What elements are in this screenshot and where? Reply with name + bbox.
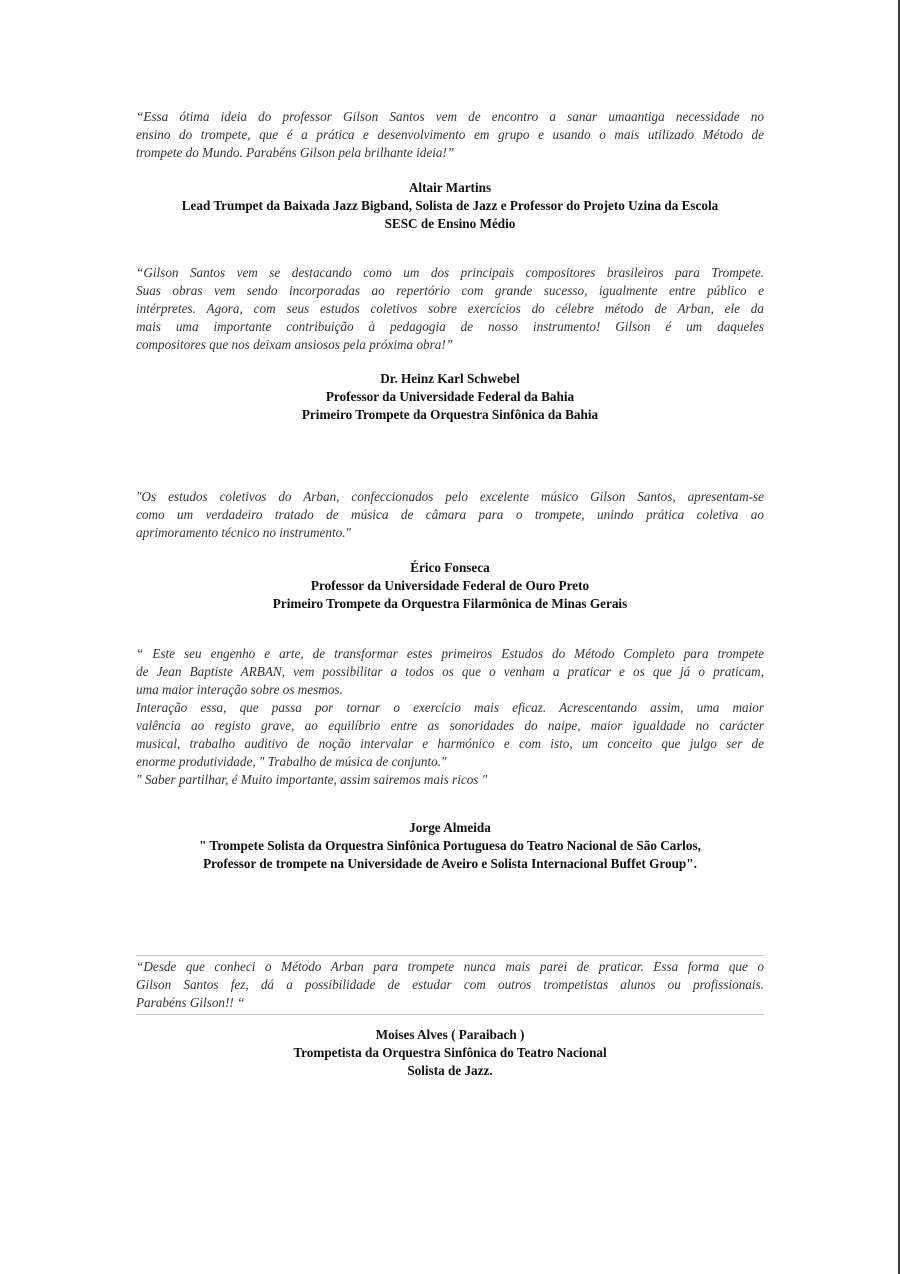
quote-line: intérpretes. Agora, com seus estudos coletivos sobre exercícios do célebre método de Arban, ele da	[136, 301, 764, 316]
quote-line: Gilson Santos fez, dá a possibilidade de estudar com outros trompetistas alunos ou profissionais.	[136, 977, 764, 992]
quote-line: ensino do trompete, que é a prática e desenvolvimento em grupo e usando o mais utilizado Método de	[136, 127, 764, 142]
quote-line: “Essa ótima ideia do professor Gilson Santos vem de encontro a sanar umaantiga necessidade no	[136, 109, 764, 124]
author-name: Dr. Heinz Karl Schwebel	[380, 371, 520, 386]
author-role: Primeiro Trompete da Orquestra Filarmônica de Minas Gerais	[272, 596, 628, 611]
quote-line: uma maior interação sobre os mesmos.	[136, 682, 343, 697]
author-name: Érico Fonseca	[410, 560, 490, 575]
author-block	[136, 559, 764, 613]
testimonial-quote	[136, 488, 764, 542]
testimonial-altair-martins	[136, 108, 764, 162]
author-block	[136, 1026, 764, 1080]
quote-line: “Desde que conheci o Método Arban para trompete nunca mais parei de praticar. Essa forma que o	[136, 959, 764, 974]
quote-line: "Os estudos coletivos do Arban, confeccionados pelo excelente músico Gilson Santos, apresentam-se	[136, 489, 764, 504]
quote-line: Interação essa, que passa por tornar o exercício mais eficaz. Acrescentando assim, uma maior	[136, 700, 764, 715]
quote-line: “Gilson Santos vem se destacando como um dos principais compositores brasileiros para Trompete.	[136, 265, 764, 280]
author-role: Trompetista da Orquestra Sinfônica do Teatro Nacional	[293, 1045, 607, 1060]
quote-line: de Jean Baptiste ARBAN, vem possibilitar a todos os que o venham a praticar e os que já o praticam,	[136, 664, 764, 679]
quote-line: enorme produtividade, " Trabalho de música de conjunto."	[136, 754, 447, 769]
author-role: Solista de Jazz.	[407, 1063, 493, 1078]
quote-line: Parabéns Gilson!! “	[136, 995, 245, 1010]
testimonial-quote	[136, 645, 764, 789]
author-role: " Trompete Solista da Orquestra Sinfônica Portuguesa do Teatro Nacional de São Carlos,	[199, 838, 701, 853]
quote-line: valência ao registo grave, ao equilíbrio entre as sonoridades do naipe, maior igualdade no carácter	[136, 718, 764, 733]
quote-line: " Saber partilhar, é Muito importante, assim sairemos mais ricos "	[136, 772, 488, 787]
quote-line: musical, trabalho auditivo de noção intervalar e harmónico e com isto, um conceito que julgo ser de	[136, 736, 764, 751]
author-name: Altair Martins	[408, 180, 492, 195]
author-name: Jorge Almeida	[409, 820, 491, 835]
author-block	[136, 370, 764, 424]
author-role: Primeiro Trompete da Orquestra Sinfônica da Bahia	[301, 407, 599, 422]
quote-line: como um verdadeiro tratado de música de câmara para o trompete, unindo prática coletiva ao	[136, 507, 764, 522]
testimonial-moises-alves	[136, 955, 764, 1015]
author-role: SESC de Ensino Médio	[384, 216, 516, 231]
quote-line: “ Este seu engenho e arte, de transformar estes primeiros Estudos do Método Completo para trompete	[136, 646, 764, 661]
author-role: Professor da Universidade Federal de Ouro Preto	[310, 578, 590, 593]
author-role: Professor de trompete na Universidade de Aveiro e Solista Internacional Buffet Group".	[203, 856, 697, 871]
author-role: Lead Trumpet da Baixada Jazz Bigband, Solista de Jazz e Professor do Projeto Uzina da Escola	[181, 198, 719, 213]
testimonial-quote	[136, 108, 764, 162]
testimonial-quote	[136, 264, 764, 354]
author-block	[136, 819, 764, 873]
quote-line: Suas obras vem sendo incorporadas ao repertório com grande sucesso, igualmente entre público e	[136, 283, 764, 298]
testimonial-quote	[136, 958, 764, 1012]
testimonial-heinz-schwebel	[136, 264, 764, 354]
author-block	[136, 179, 764, 233]
quote-line: trompete do Mundo. Parabéns Gilson pela brilhante ideia!”	[136, 145, 455, 160]
quote-line: aprimoramento técnico no instrumento."	[136, 525, 352, 540]
testimonial-jorge-almeida	[136, 645, 764, 789]
author-name: Moises Alves ( Paraibach )	[375, 1027, 525, 1042]
testimonial-erico-fonseca	[136, 488, 764, 542]
quote-line: mais uma importante contribuição à pedagogia de nosso instrumento! Gilson é um daqueles	[136, 319, 764, 334]
quote-line: compositores que nos deixam ansiosos pela próxima obra!”	[136, 337, 454, 352]
author-role: Professor da Universidade Federal da Bahia	[325, 389, 575, 404]
